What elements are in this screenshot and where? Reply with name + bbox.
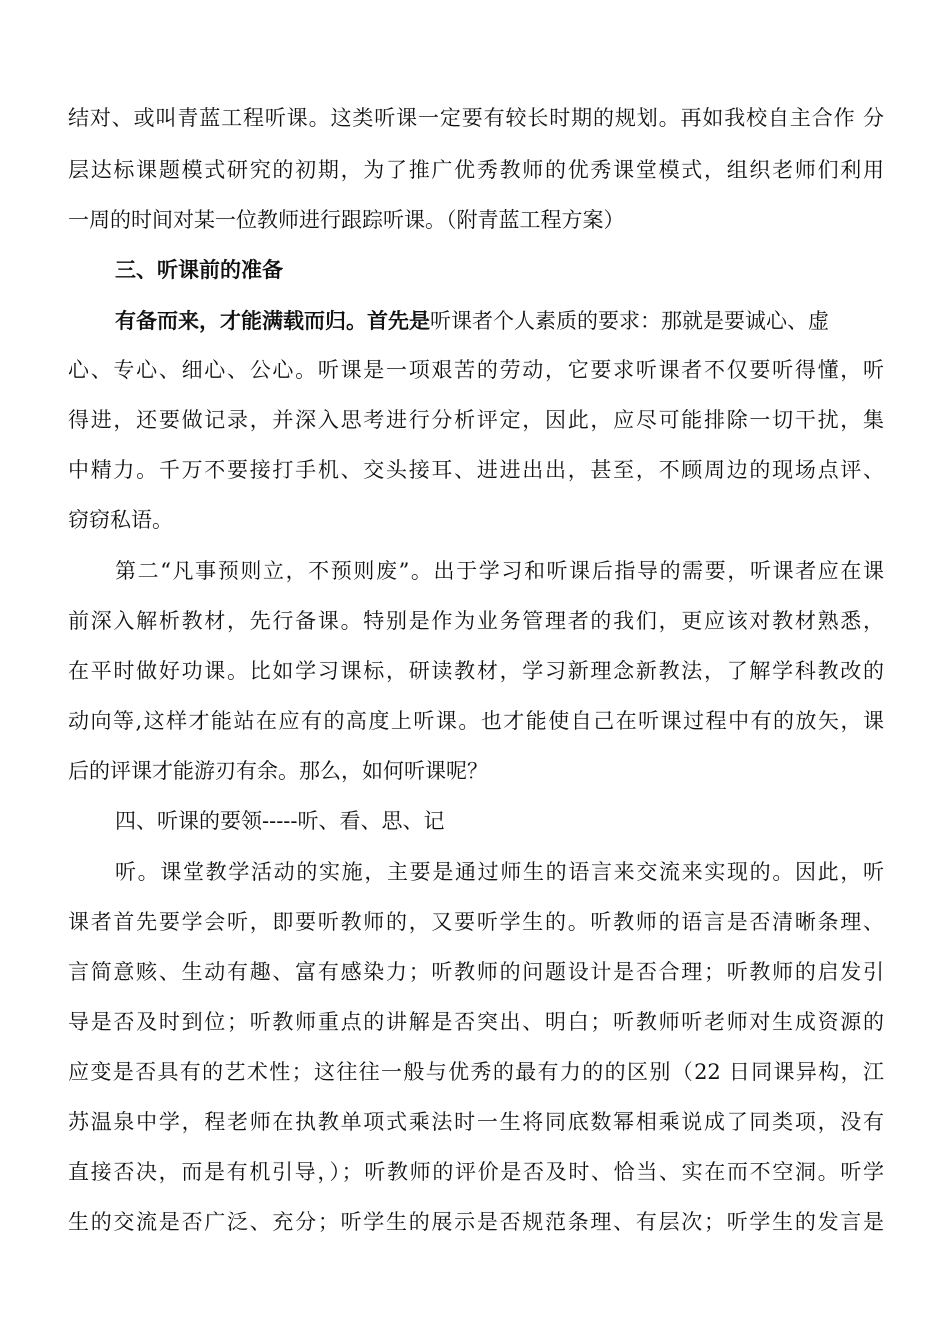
text-line-14: 后的评课才能游刃有余。那么，如何听课呢？ — [68, 759, 488, 783]
text-line-6: 心、专心、细心、公心。听课是一项艰苦的劳动，它要求听课者不仅要听得懂，听 — [68, 358, 884, 382]
text-line-12: 在平时做好功课。比如学习课标，研读教材，学习新理念新教法，了解学科教改的 — [68, 659, 884, 683]
text-line-3: 一周的时间对某一位教师进行跟踪听课。（附青蓝工程方案） — [68, 208, 625, 232]
text-line-7: 得进，还要做记录，并深入思考进行分析评定，因此，应尽可能排除一切干扰，集 — [68, 408, 884, 432]
text-line-1: 结对、或叫青蓝工程听课。这类听课一定要有较长时期的规划。再如我校自主合作 分 — [68, 106, 884, 130]
text-line-9: 窃窃私语。 — [68, 508, 173, 532]
text-line-2: 层达标课题模式研究的初期，为了推广优秀教师的优秀课堂模式，组织老师们利用 — [68, 158, 884, 182]
text-line-19: 导是否及时到位；听教师重点的讲解是否突出、明白；听教师听老师对生成资源的 — [68, 1010, 884, 1034]
text-line-21: 苏温泉中学，程老师在执教单项式乘法时一生将同底数幂相乘说成了同类项，没有 — [68, 1110, 884, 1134]
text-line-22: 直接否决，而是有机引导，）；听教师的评价是否及时、恰当、实在而不空洞。听学 — [68, 1160, 884, 1184]
text-line-18: 言简意赅、生动有趣、富有感染力；听教师的问题设计是否合理；听教师的启发引 — [68, 960, 884, 984]
text-line-5 — [115, 306, 884, 336]
text-line-5-rest: 听课者个人素质的要求：那就是要诚心、虚 — [430, 309, 829, 333]
text-line-10: 第二“凡事预则立，不预则废”。出于学习和听课后指导的需要，听课者应在课 — [115, 559, 884, 583]
text-line-8: 中精力。千万不要接打手机、交头接耳、进进出出，甚至，不顾周边的现场点评、 — [68, 458, 884, 482]
text-line-20: 应变是否具有的艺术性；这往往一般与优秀的最有力的的区别（22 日同课异构，江 — [68, 1060, 884, 1084]
text-line-16: 听。课堂教学活动的实施，主要是通过师生的语言来交流来实现的。因此，听 — [115, 860, 884, 884]
section-heading-4: 四、听课的要领-----听、看、思、记 — [115, 809, 445, 833]
section-heading-3: 三、听课前的准备 — [115, 257, 283, 282]
text-line-13: 动向等,这样才能站在应有的高度上听课。也才能使自己在听课过程中有的放矢，课 — [68, 709, 884, 733]
text-line-23: 生的交流是否广泛、充分；听学生的展示是否规范条理、有层次；听学生的发言是 — [68, 1210, 884, 1234]
text-line-17: 课者首先要学会听，即要听教师的，又要听学生的。听教师的语言是否清晰条理、 — [68, 910, 884, 934]
text-line-11: 前深入解析教材，先行备课。特别是作为业务管理者的我们，更应该对教材熟悉， — [68, 609, 884, 633]
emphasis-text: 有备而来，才能满载而归。首先是 — [115, 308, 430, 333]
